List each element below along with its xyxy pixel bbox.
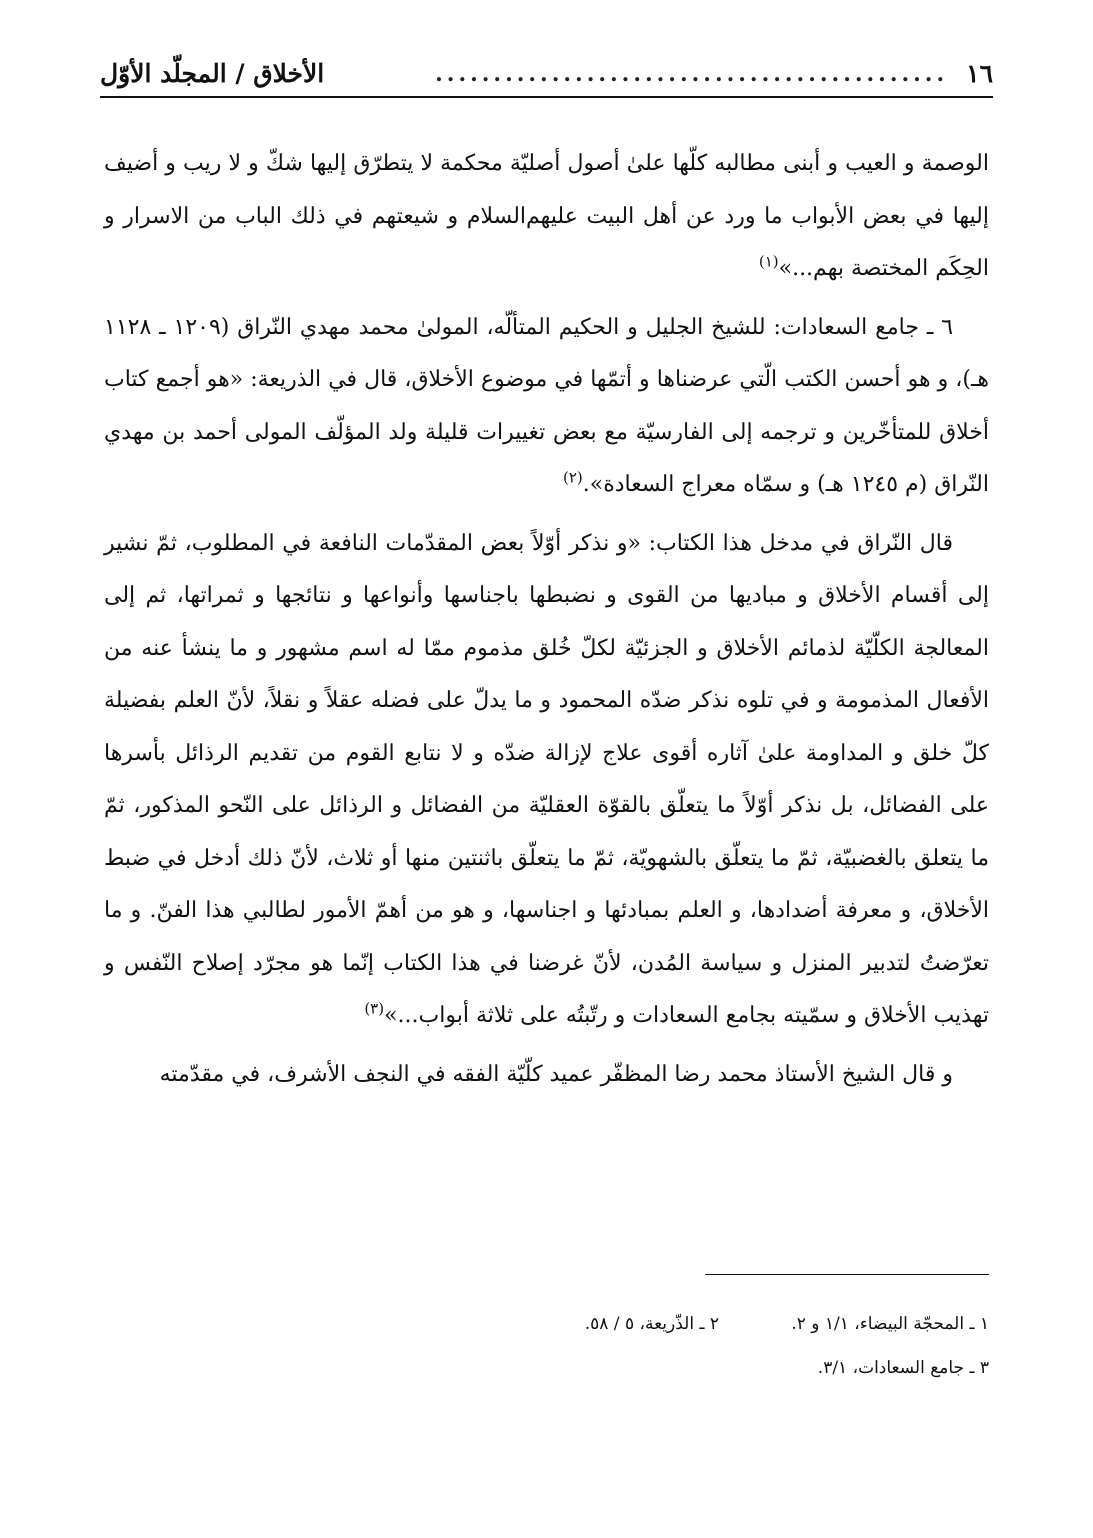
footnote-ref-3: (٣) bbox=[364, 999, 385, 1018]
page-header bbox=[100, 48, 993, 90]
paragraph-1 bbox=[104, 138, 989, 296]
footnote-2: ٢ ـ الذّريعة، ٥ / ٥٨. bbox=[584, 1314, 719, 1334]
footnotes bbox=[104, 1302, 989, 1390]
paragraph-text: الوصمة و العيب و أبنى مطالبه كلّها علىٰ أصول أصليّة محكمة لا يتطرّق إليها شكّ و لا ريب و أضيف إليها في بعض الأبواب ما ورد عن أهل البيت عليهم‌السلام و شيعتهم في ذلك الباب من الاسرار و الحِكَم المختصة بهم...» bbox=[104, 151, 989, 281]
paragraph-text: و قال الشيخ الأستاذ محمد رضا المظفّر عميد كلّيّة الفقه في النجف الأشرف، في مقدّمته bbox=[159, 1061, 953, 1087]
header-rule bbox=[100, 96, 993, 98]
body-text bbox=[104, 138, 989, 1107]
footnote-separator bbox=[705, 1274, 989, 1275]
paragraph-3 bbox=[104, 518, 989, 1043]
footnote-row bbox=[104, 1346, 989, 1390]
footnote-row bbox=[104, 1302, 989, 1346]
footnote-ref-2: (٢) bbox=[562, 468, 583, 487]
page-number: ١٦ bbox=[966, 59, 993, 88]
paragraph-4 bbox=[104, 1049, 989, 1102]
footnote-3: ٣ ـ جامع السعادات، ٣/١. bbox=[817, 1358, 989, 1378]
paragraph-text: ٦ ـ جامع السعادات: للشيخ الجليل و الحكيم المتألّه، المولىٰ محمد مهدي النّراق (١٢٠٩ ـ ١١٢٨ هـ)، و هو أحسن الكتب الّتي عرضناها و أتمّها في موضوع الأخلاق، قال في الذريعة: «هو أجمع كتاب أخلاق للمتأخّرين و ترجمه إلى الفارسيّة مع بعض تغييرات قليلة ولد المؤلّف المولى أحمد بن مهدي النّراق (م ١٢٤٥ هـ) و سمّاه معراج السعادة». bbox=[104, 314, 989, 497]
paragraph-2 bbox=[104, 302, 989, 512]
paragraph-text: قال النّراق في مدخل هذا الكتاب: «و نذكر أوّلاً بعض المقدّمات النافعة في المطلوب، ثمّ نشير إلى أقسام الأخلاق و مباديها من القوى و نضبطها باجناسها وأنواعها و نتائجها و ثمراتها، ثم إلى المعالجة الكلّيّة لذمائم الأخلاق و الجزئيّة لكلّ خُلق مذموم ممّا له اسم مشهور و ما ينشأ عنه من الأفعال المذمومة و في تلوه نذكر ضدّه المحمود و ما يدلّ على فضله عقلاً و نقلاً، لأنّ العلم بفضيلة كلّ خلق و المداومة علىٰ آثاره أقوى علاج لإزالة ضدّه و لا نتابع القوم من تقديم الرذائل بأسرها على الفضائل، بل نذكر أوّلاً ما يتعلّق بالقوّة العقليّة من الفضائل و الرذائل على النّحو المذكور، ثمّ ما يتعلق بالغضبيّة، ثمّ ما يتعلّق بالشهويّة، ثمّ ما يتعلّق باثنتين منها أو ثلاث، لأنّ ذلك أدخل في ضبط الأخلاق، و معرفة أضدادها، و العلم بمبادئها و اجناسها، و هو من أهمّ الأمور لطالبي هذا الفنّ. و ما تعرّضتُ لتدبير المنزل و سياسة المُدن، لأنّ غرضنا في هذا الكتاب إنّما هو مجرّد إصلاح النّفس و تهذيب الأخلاق و سمّيته بجامع السعادات و رتّبتُه على ثلاثة أبواب...» bbox=[104, 530, 989, 1028]
running-title: الأخلاق / المجلّد الأوّل bbox=[100, 59, 325, 88]
footnote-ref-1: (١) bbox=[758, 252, 779, 271]
footnote-1: ١ ـ المحجّة البيضاء، ١/١ و ٢. bbox=[791, 1314, 989, 1334]
header-leader-dots: ............................................ bbox=[435, 61, 949, 87]
